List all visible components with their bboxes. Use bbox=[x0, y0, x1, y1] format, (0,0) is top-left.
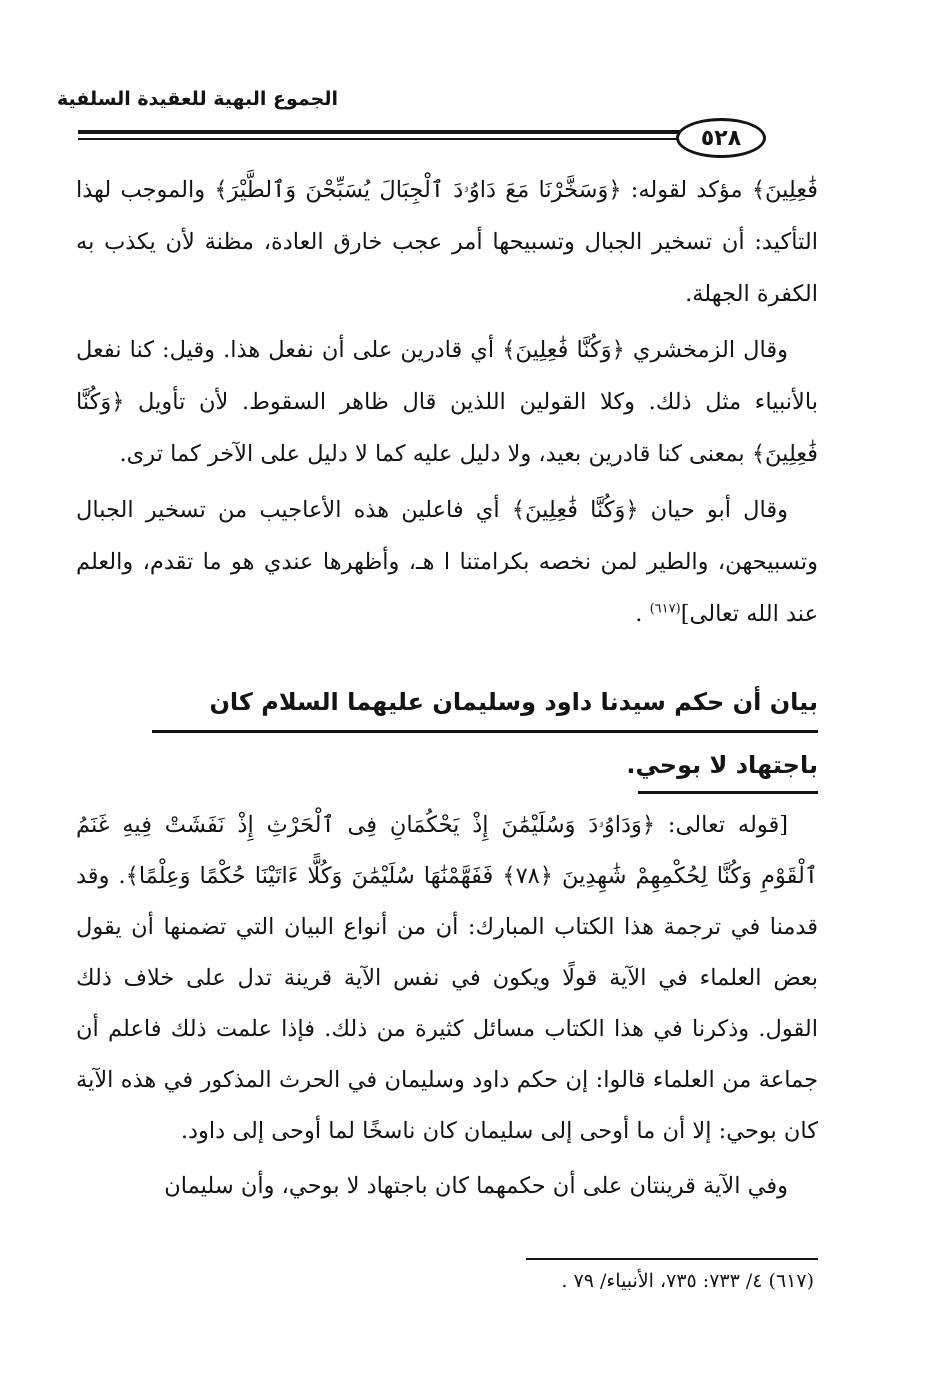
section-heading-line-2: باجتهاد لا بوحي. bbox=[626, 751, 818, 779]
paragraph-4: [قوله تعالى: ﴿وَدَاوُۥدَ وَسُلَيْمَٰنَ إِذْ يَحْكُمَانِ فِى ٱلْحَرْثِ إِذْ نَفَشَتْ فِيهِ غَنَمُ ٱلْقَوْمِ وَكُنَّا لِحُكْمِهِمْ شَٰهِدِينَ ﴿٧٨﴾ فَفَهَّمْنَٰهَا سُلَيْمَٰنَ وَكُلًّا ءَاتَيْنَا حُكْمًا وَعِلْمًا﴾. وقد قدمنا في ترجمة هذا الكتاب المبارك: أن من أنواع البيان التي تضمنها أن يقول بعض العلماء في الآية قولًا ويكون في نفس الآية قرينة تدل على خلاف ذلك القول. وذكرنا في هذا الكتاب مسائل كثيرة من ذلك. فإذا علمت ذلك فاعلم أن جماعة من العلماء قالوا: إن حكم داود وسليمان في الحرث المذكور في هذه الآية كان بوحي: إلا أن ما أوحى إلى سليمان كان ناسخًا لما أوحى إلى داود. bbox=[76, 812, 818, 1144]
section-heading-line-1: بيان أن حكم سيدنا داود وسليمان عليهما السلام كان bbox=[209, 688, 818, 716]
body-text-bottom bbox=[76, 800, 818, 1216]
section-heading-underline-2 bbox=[638, 791, 818, 794]
page-number: ٥٢٨ bbox=[676, 118, 766, 158]
paragraph-3 bbox=[76, 484, 818, 640]
running-title: الجموع البهية للعقيدة السلفية bbox=[57, 88, 338, 110]
paragraph-3-text: وقال أبو حيان ﴿وَكُنَّا فَٰعِلِينَ﴾ أي فاعلين هذه الأعاجيب من تسخير الجبال وتسبيحهن، والطير لمن نخصه بكرامتنا ا هـ، وأظهرها عندي هو ما تقدم، والعلم عند الله تعالى] bbox=[76, 497, 818, 627]
paragraph-2: وقال الزمخشري ﴿وَكُنَّا فَٰعِلِينَ﴾ أي قادرين على أن نفعل هذا. وقيل: كنا نفعل بالأنبياء مثل ذلك. وكلا القولين اللذين قال ظاهر السقوط. لأن تأويل ﴿وَكُنَّا فَٰعِلِينَ﴾ بمعنى كنا قادرين بعيد، ولا دليل عليه كما لا دليل على الآخر كما ترى. bbox=[76, 337, 818, 467]
paragraph-5: وفي الآية قرينتان على أن حكمهما كان باجتهاد لا بوحي، وأن سليمان bbox=[164, 1173, 788, 1199]
header-rule-thick bbox=[78, 130, 738, 134]
footnote: (٦١٧) ٤/ ٧٣٣: ٧٣٥، الأنبياء/ ٧٩ . bbox=[561, 1270, 814, 1292]
section-heading bbox=[152, 676, 818, 794]
header-rule-thin bbox=[78, 138, 738, 140]
paragraph-3-tail: . bbox=[635, 601, 643, 627]
paragraph-1: فَٰعِلِينَ﴾ مؤكد لقوله: ﴿وَسَخَّرْنَا مَعَ دَاوُۥدَ ٱلْجِبَالَ يُسَبِّحْنَ وَٱلطَّيْرَ﴾ والموجب لهذا التأكيد: أن تسخير الجبال وتسبيحها أمر عجب خارق العادة، مظنة لأن يكذب به الكفرة الجهلة. bbox=[76, 177, 818, 307]
body-text-top bbox=[76, 164, 818, 644]
footnote-ref: (٦١٧) bbox=[649, 601, 681, 617]
footnote-rule bbox=[526, 1258, 818, 1260]
section-heading-underline-1 bbox=[152, 730, 818, 733]
